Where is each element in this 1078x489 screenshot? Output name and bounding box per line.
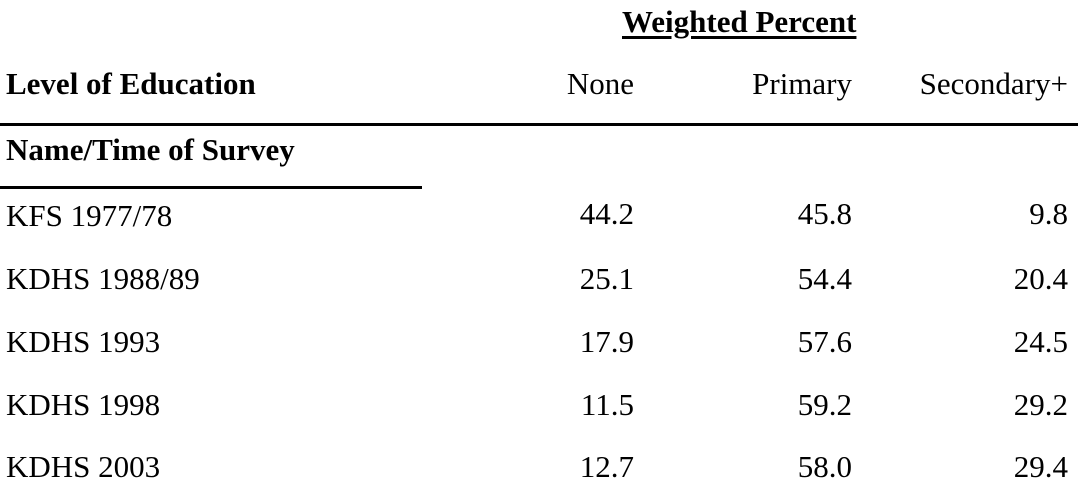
cell-none: 11.5 [580,387,634,422]
cell-none: 17.9 [579,324,634,359]
row-label: KDHS 1993 [6,324,161,359]
cell-primary: 58.0 [797,449,852,484]
cell-primary: 57.6 [797,324,852,359]
row-header-level-of-education: Level of Education [6,66,256,101]
cell-secondary: 29.2 [1013,387,1068,422]
cell-primary: 54.4 [797,261,852,296]
cell-none: 12.7 [579,449,634,484]
row-label: KFS 1977/78 [6,198,173,233]
subheader-name-time-of-survey: Name/Time of Survey [6,132,295,167]
cell-none: 25.1 [579,261,634,296]
cell-primary: 45.8 [797,196,852,231]
row-label: KDHS 2003 [6,449,161,484]
subheader-underline [0,186,422,189]
cell-secondary: 20.4 [1013,261,1068,296]
cell-primary: 59.2 [797,387,852,422]
cell-secondary: 24.5 [1013,324,1068,359]
row-label: KDHS 1988/89 [6,261,200,296]
column-header-secondary: Secondary+ [919,66,1068,101]
column-header-none: None [566,66,634,101]
cell-secondary: 9.8 [1029,196,1068,231]
header-divider [0,123,1078,126]
cell-none: 44.2 [579,196,634,231]
column-header-primary: Primary [752,66,852,101]
cell-secondary: 29.4 [1013,449,1068,484]
row-label: KDHS 1998 [6,387,161,422]
group-header-weighted-percent: Weighted Percent [622,4,857,39]
